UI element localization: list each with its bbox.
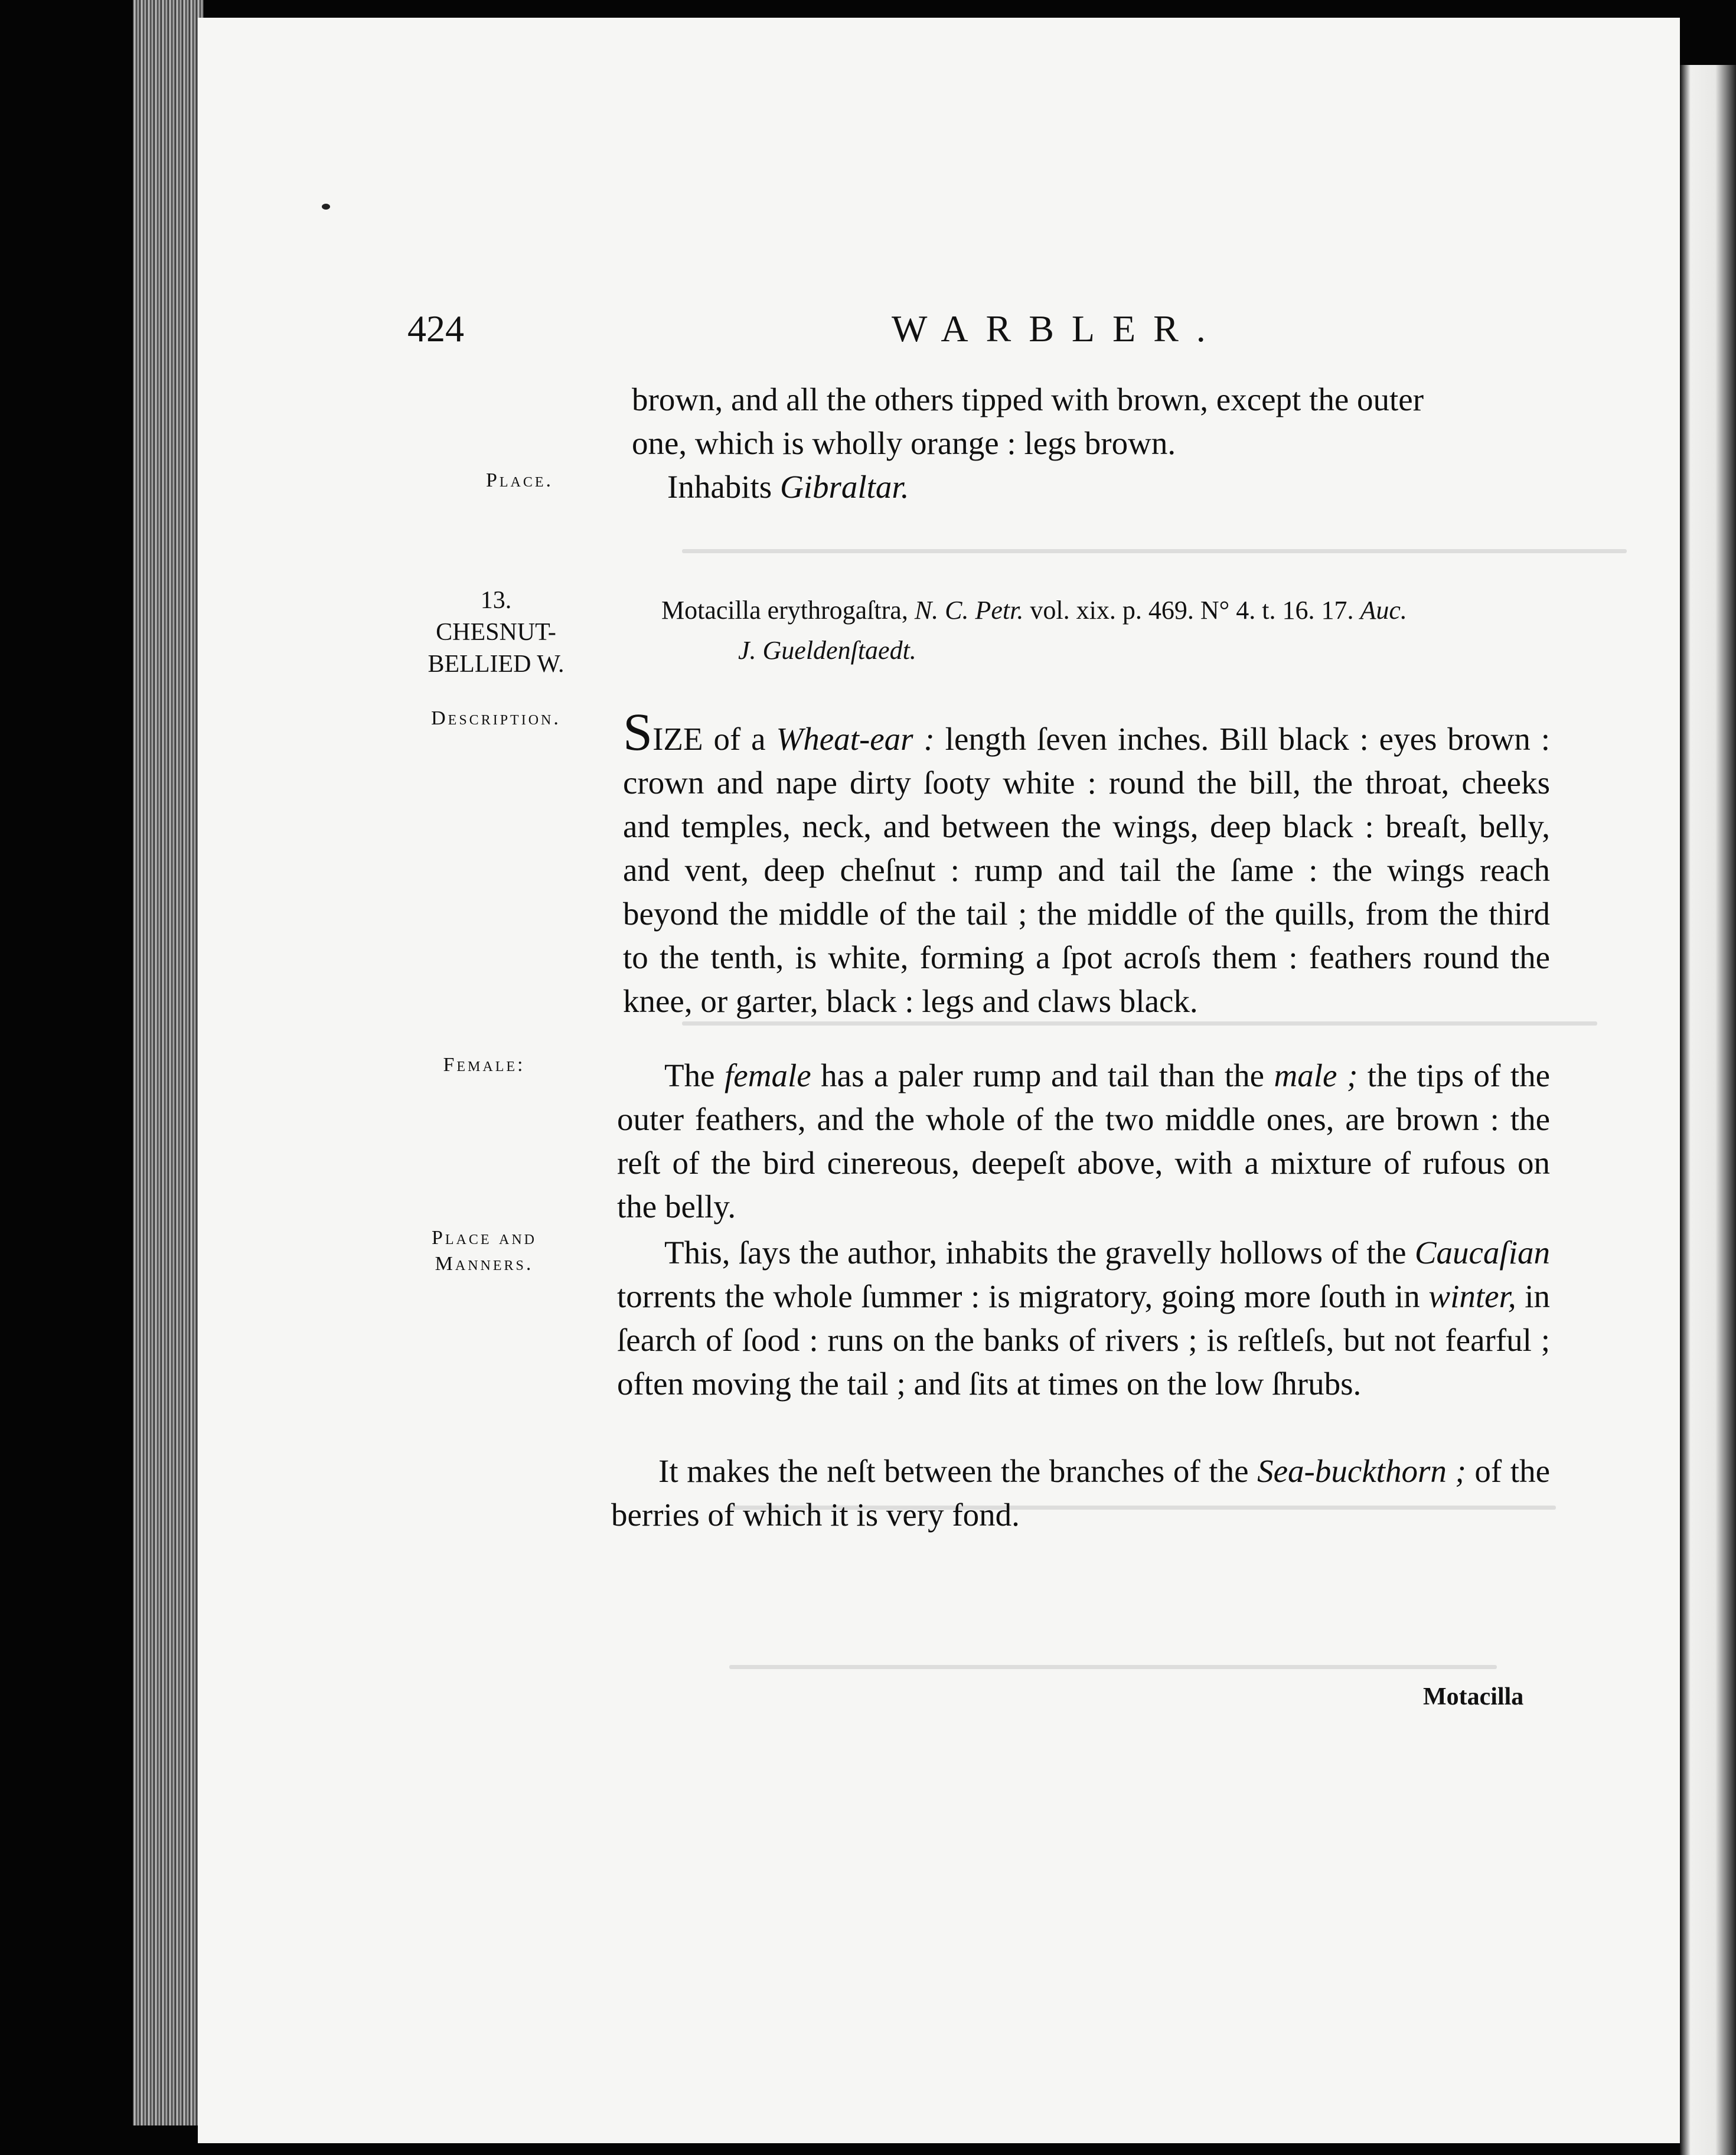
description-opening: IZE of a [652,721,776,757]
winter-italic: winter, [1428,1278,1516,1314]
synonym-source: N. C. Petr. [914,596,1024,625]
place-text-prefix: Inhabits [667,469,780,505]
female-italic: female [725,1057,811,1093]
synonym-name: Motacilla erythrogaſtra, [661,596,915,625]
continuation-text [632,378,1553,465]
manners-text-part: torrents the whole ſummer : is migratory, going more ſouth in [617,1278,1429,1314]
place-text [667,465,1494,509]
female-text-part: The [664,1057,725,1093]
nest-text-part: of the berries of which it is very fond. [611,1453,1550,1533]
female-label: Female: [443,1054,526,1076]
catchword: Motacilla [1423,1683,1524,1710]
nest-text [611,1449,1550,1537]
description-body: length ſeven inches. Bill black : eyes brown : crown and nape dirty ſooty white : round the bill, the throat, cheeks and temples, neck, and between the wings, deep black : breaſt, belly, and vent, deep cheſnut : rump and tail the ſame : the wings reach beyond the middle of the tail ; the middle of the quills, from the third to the tenth, is white, forming a ſpot acroſs them : feathers round the knee, or garter, black : legs and claws black. [623,721,1550,1019]
synonym-author: J. Gueldenſtaedt. [738,636,916,665]
book-edge [133,0,204,2125]
manners-text-part: in ſearch of ſood : runs on the banks of rivers ; is reſtleſs, but not fearful ; often moving the tail ; and ſits at times on the low ſhrubs. [617,1278,1551,1402]
continuation-line-2: one, which is wholly orange : legs brown. [632,425,1176,461]
page-number: 424 [407,308,464,350]
continuation-line-1: brown, and all the others tipped with brown, except the outer [632,381,1424,417]
manners-label [402,1225,567,1277]
facing-page-edge [1680,65,1736,2155]
place-location: Gibraltar. [779,469,909,505]
drop-capital: S [623,703,653,762]
female-text [617,1054,1550,1229]
synonym-line-1 [661,590,1571,631]
synonym-line-2 [661,631,1571,671]
species-heading [402,585,590,680]
synonym-auctor: Auc. [1360,596,1407,625]
show-through-line [682,549,1627,553]
place-label: Place. [485,469,554,491]
show-through-line [729,1665,1497,1669]
synonymy [661,590,1571,671]
species-name-line-2: BELLIED W. [428,651,564,678]
manners-italic: Caucaſian [1414,1235,1550,1271]
description-text [623,703,1550,1023]
synonym-reference: vol. xix. p. 469. N° 4. t. 16. 17. [1023,596,1360,625]
manners-label-line-1: Place and [431,1227,537,1249]
manners-text-part: This, ſays the author, inhabits the gravelly hollows of the [664,1235,1415,1271]
nest-italic: Sea-buckthorn ; [1257,1453,1466,1489]
manners-label-line-2: Manners. [435,1253,534,1275]
description-label: Description. [431,707,561,729]
species-name-line-1: CHESNUT- [436,619,556,646]
male-italic: male ; [1274,1057,1358,1093]
female-text-part: has a paler rump and tail than the [811,1057,1274,1093]
running-title: WARBLER. [892,308,1223,350]
description-comparison: Wheat-ear : [776,721,935,757]
nest-text-part: It makes the neſt between the branches of the [658,1453,1258,1489]
ink-smudge [322,204,330,210]
female-text-part: the tips of the outer feathers, and the whole of the two middle ones, are brown : the reſt of the bird cinereous, deepeſt above, with a mixture of rufous on the belly. [617,1057,1551,1225]
species-number: 13. [480,587,512,614]
manners-text [617,1231,1550,1406]
